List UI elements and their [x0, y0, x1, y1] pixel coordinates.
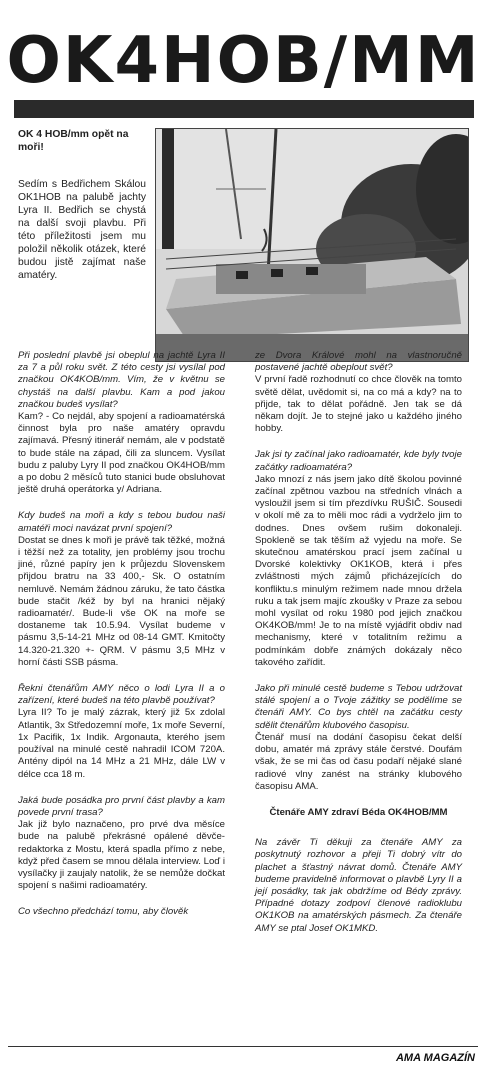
- question-2: Kdy budeš na moři a kdy s tebou budou naši amatéři moci navázat první spojení?: [18, 510, 225, 534]
- question-3: Řekni čtenářům AMY něco o lodi Lyra II a o zařízení, které budeš na této plavbě používat?: [18, 683, 225, 707]
- closing-text: Na závěr Ti děkuji za čtenáře AMY za poskytnutý rozhovor a přeji Ti dobrý vítr do plachet a šťastný návrat domů. Čtenáře AMY budeme pravidelně informovat o plavbě Lyry II a její posádky, tak jak obdržíme od Bédy zprávy. Případné dotazy zodpoví členové radioklubu OK1KOB na amatérských pásmech. Za čtenáře AMY se ptal Josef OK1MKD.: [255, 837, 462, 934]
- footer-divider: [8, 1046, 478, 1047]
- page-title: OK4HOB/MM: [6, 24, 481, 98]
- answer-4: Jak již bylo naznačeno, pro prvé dva měsíce bude na palubě překrásné opálené děvče-redaktorka z Mostu, která spadla přímo z nebe, když před časem se mnou dělala interview. Loď i vysílačky ji zaujaly natolik, že se nemůže dočkat spojení s našimi radioamatéry.: [18, 819, 225, 892]
- intro-heading: OK 4 HOB/mm opět na moři!: [18, 129, 129, 153]
- question-4: Jaká bude posádka pro první část plavby a kam povede první trasa?: [18, 794, 225, 818]
- question-1: Při poslední plavbě jsi obeplul na jachtě Lyra II za 7 a půl roku svět. Z této cesty jsi vysílal pod značkou OK4KOB/mm. Vím, že v květnu se chystáš na další plavbu. Kam a pod jakou značkou budeš vysílat?: [18, 350, 225, 410]
- header-bar: [14, 100, 474, 118]
- intro-text: Sedím s Bedřichem Skálou OK1HOB na palubě jachty Lyra II. Bedřich se chystá na další svoji plavbu. Při této příležitosti jsem mu položil několik otázek, které budou jistě zajímat naše amatéry.: [18, 179, 146, 281]
- magazine-name: AMA MAGAZÍN: [395, 1052, 475, 1064]
- right-column: [255, 350, 462, 935]
- yacht-photo: [155, 128, 469, 362]
- question-6: Jak jsi ty začínal jako radioamatér, kde byly tvoje začátky radioamatéra?: [255, 449, 462, 473]
- answer-5: V první řadě rozhodnutí co chce člověk na tomto světě dělat, uvědomit si, na co má a kdy? na to přijde, tak to dělat pořádně. Jen tak se dá někam dojít. Je to stejné jako u každého jiného hobby.: [255, 374, 462, 435]
- intro-box: [18, 128, 146, 282]
- answer-2: Dostat se dnes k moři je právě tak těžké, možná i těžší než za totality, jen problémy jsou trochu jiné, různé papíry jen k průjezdu Slovenskem přijdou bratru na 33 400,- Sk. O ostatním nemluvě. Nemám žádnou záruku, že tato částka bude stačit /kéž by byl na hranici nějaký radioamatér/. Bude-li vše OK na moře se dostaneme tak 10.5.94. Vysílat budeme v pásmu 3,5-14-21 MHz od 08-14 GMT. Kmitočty 14.320-21.320 +- QRM. V pásmu 3,5 MHz v horní části SSB pásma.: [18, 534, 225, 668]
- answer-1: Kam? - Co nejdál, aby spojení a radioamatérská činnost byla pro naše amatéry opravdu zajímavá. Přesný itinerář nemám, ale v podstatě to bude stále na západ, čili za sluncem. Vysílat budu z paluby Lyry II pod značkou OK4HOB/mm a po dobu 2 měsíců tuto stanici bude obsluhovat ještě druhá operátorka y/ Adriana.: [18, 411, 225, 496]
- greeting-heading: Čtenáře AMY zdraví Béda OK4HOB/MM: [269, 806, 448, 818]
- left-column: [18, 350, 225, 919]
- answer-6: Jako mnozí z nás jsem jako dítě školou povinné začínal zpětnou vazbou na středních vlnách a vysloužil jsem si tím přezdívku RUŠIČ. Sousedi v okolí mě za to měli moc rádi a vydrželo jim to dodnes. Dnes ovšem rušim dokonaleji. Spokleně se tak těším až vyjedu na moře. Se skutečnou amatérskou prací jsem začínal u Dvorské kolektivky OK1KOB, která i přes zvláštnosti mých zájmů přicházejících do konfliktu.s minulým režimem nade mnou držela ruku a tak jsem majíc zkoušky v Praze za sebou mohl vysílat od roku 1980 pod jejich značkou OK4KOB/mm! Je to na místě vyjádřit obdiv nad mechanismy, které v totalitním režimu a podmínkám dobře známých dokázaly něco takového zařídit.: [255, 473, 462, 668]
- yacht-photo-illustration: [156, 129, 468, 361]
- answer-7: Čtenář musí na dodání časopisu čekat delší dobu, amatér má zprávy stále čerstvé. Doufám však, že se mi čas od času podaří nějaké slané radiové vlny zanést na stránky klubového časopisu AMA.: [255, 731, 462, 792]
- question-7: Jako při minulé cestě budeme s Tebou udržovat stálé spojení a o Tvoje zážitky se podělíme se čtenáři AMY. Co bys chtěl na začátku cesty sdělit čtenářům klubového časopisu.: [255, 683, 462, 731]
- answer-3: Lyra II? To je malý zázrak, který již 5x zdolal Atlantik, 3x Středozemní moře, 1x moře Severní, 1x Pacifik, 1x Indik. Argonauta, kterého jsem používal na minulé cestě nahradil ICOM 720A. Antény dipól na 14 MHz a 21 MHz, dále LW v délce cca 18 m.: [18, 707, 225, 780]
- question-5-continued: ze Dvora Králové mohl na vlastnoručně postavené jachtě obeplout svět?: [255, 350, 462, 374]
- question-5: Co všechno předchází tomu, aby člověk: [18, 906, 189, 918]
